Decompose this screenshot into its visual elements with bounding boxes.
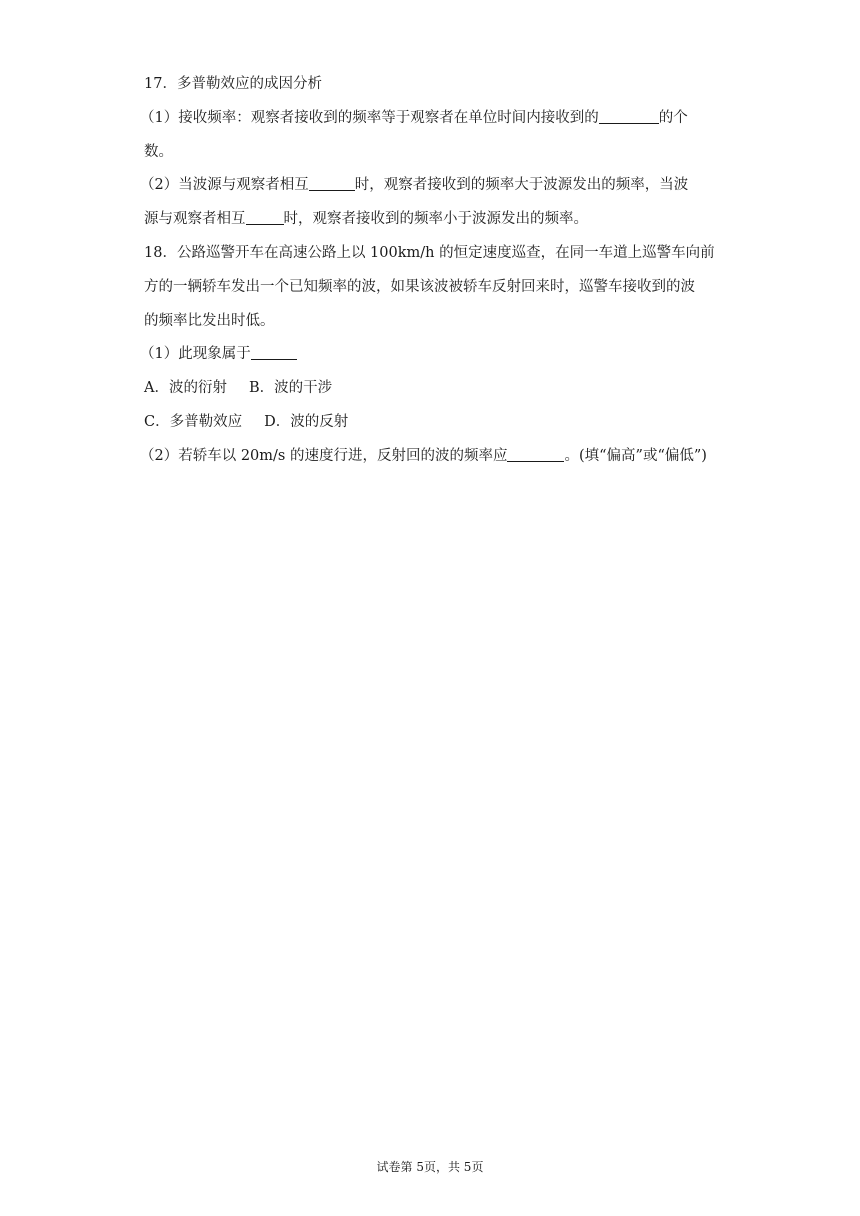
- q18-sub2-text-after: 。(填“偏高”或“偏低”): [564, 447, 707, 464]
- choice-b: B．波的干涉: [248, 380, 333, 397]
- q17-part2-blank-recede: [246, 210, 284, 226]
- q18-stem-line3: 的频率比发出时低。: [144, 312, 275, 329]
- q18-sub1-blank: [251, 345, 297, 361]
- q17-part1-line2: 数。: [144, 143, 173, 160]
- question-content: [140, 68, 724, 474]
- q17-title: 17．多普勒效应的成因分析: [144, 76, 322, 92]
- q17-part1-text-after: 的个: [658, 109, 688, 126]
- q18-sub2: [140, 440, 724, 474]
- page-footer: 试卷第 5页，共 5页: [376, 1160, 484, 1174]
- q18-sub2-text-before: （2）若轿车以 20m/s 的速度行进，反射回的波的频率应: [140, 447, 508, 464]
- q17-part1-blank: [599, 108, 659, 124]
- q17-part2-line2: [144, 203, 724, 237]
- q18-stem-line1: 18．公路巡警开车在高速公路上以 100km/h 的恒定速度巡查，在同一车道上巡警车向前: [144, 244, 715, 261]
- choice-a: A．波的衍射: [144, 380, 227, 397]
- q17-part1-text-before: （1）接收频率：观察者接收到的频率等于观察者在单位时间内接收到的: [140, 109, 599, 126]
- q17-part1-line1: [140, 102, 724, 136]
- q18-sub1: [140, 338, 724, 372]
- q18-sub1-text: （1）此现象属于: [140, 346, 251, 363]
- q17-part2-line1: [140, 169, 724, 203]
- q17-part2-text-after: 时，观察者接收到的频率大于波源发出的频率，当波: [354, 177, 689, 194]
- choice-d: D．波的反射: [264, 413, 349, 430]
- q18-stem-line2: 方的一辆轿车发出一个已知频率的波，如果该波被轿车反射回来时，巡警车接收到的波: [144, 278, 695, 295]
- q18-sub2-blank: [507, 446, 564, 462]
- q17-part2-line2-after: 时，观察者接收到的频率小于波源发出的频率。: [283, 211, 588, 228]
- q18-choices-row1: [144, 372, 724, 406]
- q17-part2-blank-approach: [309, 176, 355, 192]
- q18-choices-row2: [144, 406, 724, 440]
- q17-part2-line2-before: 源与观察者相互: [144, 211, 246, 228]
- choice-c: C．多普勒效应: [144, 413, 243, 430]
- q17-part2-text-before: （2）当波源与观察者相互: [140, 177, 309, 194]
